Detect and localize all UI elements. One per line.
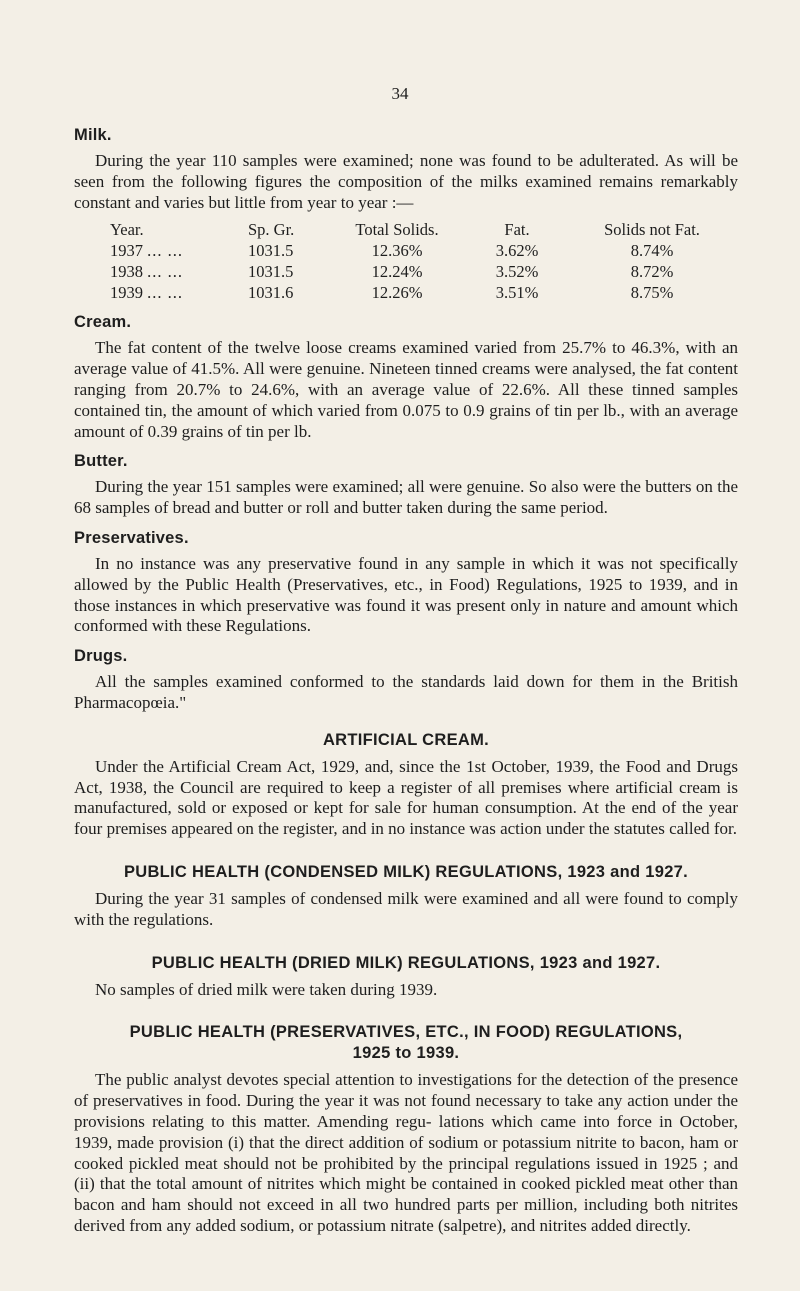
butter-heading: Butter.: [74, 452, 128, 471]
row-year: 1937: [110, 240, 143, 260]
table-row: [74, 240, 732, 261]
preservatives-regulations-paragraph: The public analyst devotes special attention to investigations for the detection of the presence of preservatives in food. During the year it was not found necessary to take any action under the provisions relating to this matter. Amending regu- lations which came into force in October, 1939, made provision (i) that the direct addition of sodium or potassium nitrite to bacon, ham or cooked pickled meat should not be prohibited by the principal regulations issued in 1925 ; and (ii) that the total amount of nitrites which might be contained in cooked pickled meat other than bacon and ham should not exceed in all two hundred parts per million, including both nitrites derived from any added sodium, or potassium nitrate (salpetre), and nitrites added directly.: [74, 1070, 738, 1235]
row-sp-gr: 1031.5: [248, 240, 294, 260]
preservatives-regulations-heading: [74, 1022, 738, 1064]
row-fat: 3.51%: [495, 282, 539, 302]
preservatives-paragraph: In no instance was any preservative found in any sample in which it was not specifically allowed by the Public Health (Preservatives, etc., in Food) Regulations, 1925 to 1939, and in those instances in which preservative was found it was present only in nature and amount which conformed with these Regulations.: [74, 553, 738, 636]
artificial-cream-paragraph: Under the Artificial Cream Act, 1929, and, since the 1st October, 1939, the Food and Drugs Act, 1938, the Council are required to keep a register of all premises where artificial cream is manufactured, sold or exposed or kept for sale for human consumption. At the end of the year four premises appeared on the register, and in no instance was action under the statutes called for.: [74, 756, 738, 839]
col-header-year: Year.: [110, 219, 144, 239]
col-header-sp-gr: Sp. Gr.: [248, 219, 295, 239]
butter-paragraph: During the year 151 samples were examined; all were genuine. So also were the butters on the 68 samples of bread and butter or roll and butter taken during the same period.: [74, 477, 738, 518]
milk-composition-table: [74, 219, 732, 303]
row-leader-dots: ... ...: [147, 261, 183, 281]
cream-paragraph: The fat content of the twelve loose creams examined varied from 25.7% to 46.3%, with an average value of 41.5%. All were genuine. Nineteen tinned creams were analysed, the fat content ranging from 20.7% to 24.6%, with an average value of 22.6%. All these tinned samples contained tin, the amount of which varied from 0.075 to 0.9 grains of tin per lb., with an average amount of 0.39 grains of tin per lb.: [74, 338, 738, 441]
row-year: 1938: [110, 261, 143, 281]
page-content: [74, 126, 738, 1237]
row-leader-dots: ... ...: [147, 282, 183, 302]
row-total-solids: 12.26%: [371, 282, 423, 302]
row-solids-not-fat: 8.72%: [630, 261, 674, 281]
col-header-fat: Fat.: [504, 219, 530, 239]
col-header-solids-not-fat: Solids not Fat.: [604, 219, 700, 239]
row-fat: 3.52%: [495, 261, 539, 281]
cream-heading: Cream.: [74, 313, 132, 332]
artificial-cream-heading: ARTIFICIAL CREAM.: [322, 730, 490, 749]
row-year: 1939: [110, 282, 143, 302]
row-fat: 3.62%: [495, 240, 539, 260]
condensed-milk-heading: PUBLIC HEALTH (CONDENSED MILK) REGULATIONS, 1923 and 1927.: [123, 862, 689, 881]
row-leader-dots: ... ...: [147, 240, 183, 260]
preservatives-regulations-heading-line2: 1925 to 1939.: [352, 1044, 460, 1063]
milk-heading: Milk.: [74, 126, 112, 144]
row-solids-not-fat: 8.74%: [630, 240, 674, 260]
preservatives-regulations-heading-line1: PUBLIC HEALTH (PRESERVATIVES, ETC., IN FOOD) REGULATIONS,: [129, 1023, 683, 1042]
row-solids-not-fat: 8.75%: [630, 282, 674, 302]
preservatives-heading: Preservatives.: [74, 528, 189, 547]
dried-milk-paragraph: No samples of dried milk were taken during 1939.: [95, 979, 438, 999]
condensed-milk-paragraph: During the year 31 samples of condensed milk were examined and all were found to comply with the regulations.: [74, 888, 738, 929]
row-sp-gr: 1031.6: [248, 282, 294, 302]
col-header-total-solids: Total Solids.: [355, 219, 439, 239]
milk-paragraph: During the year 110 samples were examined; none was found to be adulterated. As will be seen from the following figures the composition of the milks examined remains remarkably constant and varies but little from year to year :—: [74, 151, 738, 212]
table-row: [74, 282, 732, 303]
drugs-paragraph: All the samples examined conformed to the standards laid down for them in the British Pharmacopœia.": [74, 672, 738, 712]
table-row: [74, 261, 732, 282]
drugs-heading: Drugs.: [74, 647, 128, 666]
table-header-row: [74, 219, 732, 240]
row-total-solids: 12.36%: [371, 240, 423, 260]
row-total-solids: 12.24%: [371, 261, 423, 281]
page-number: 34: [391, 84, 409, 103]
row-sp-gr: 1031.5: [248, 261, 294, 281]
dried-milk-heading: PUBLIC HEALTH (DRIED MILK) REGULATIONS, 1923 and 1927.: [151, 953, 661, 972]
